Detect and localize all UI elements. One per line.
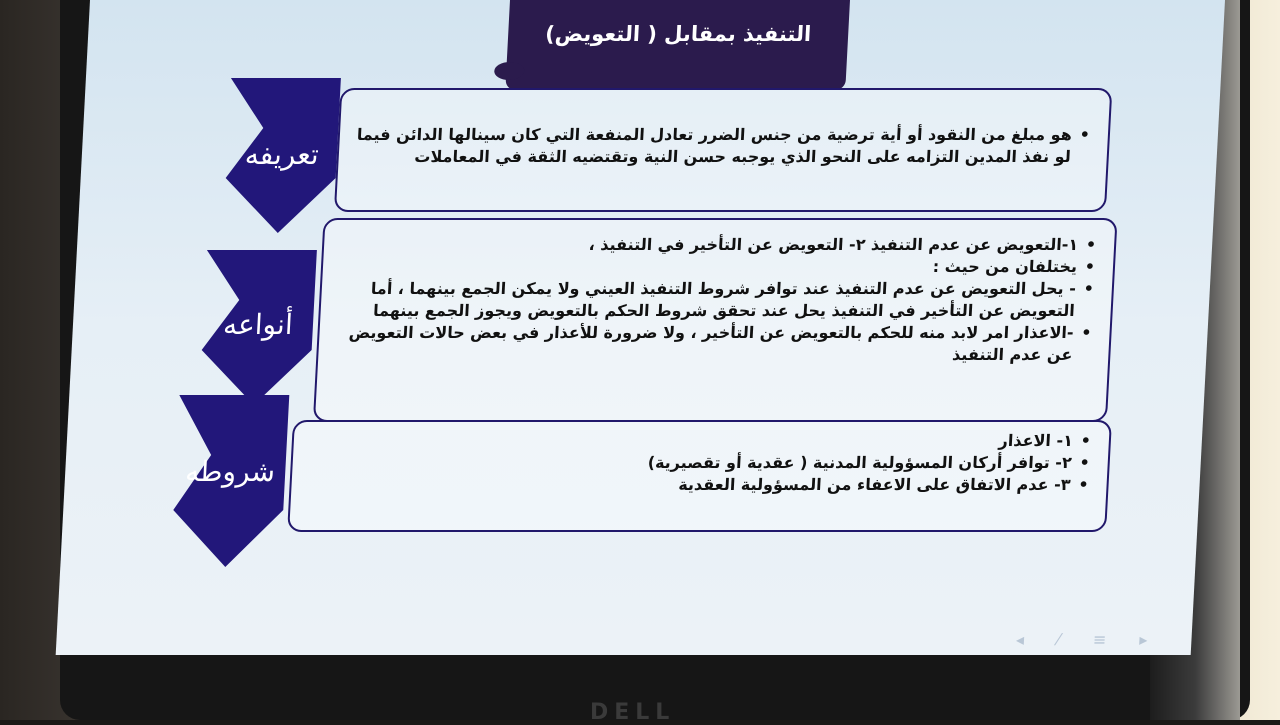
chevron-conditions bbox=[161, 395, 299, 555]
slide-screen bbox=[56, 0, 1225, 655]
chevron-types bbox=[189, 250, 327, 410]
chevron-label-definition: تعريفه bbox=[244, 138, 320, 171]
conditions-item: • ٣- عدم الاتفاق على الاعفاء من المسؤولية العقدية bbox=[301, 474, 1089, 496]
conditions-box bbox=[287, 420, 1112, 532]
chevron-label-conditions: شروطه bbox=[184, 455, 277, 488]
types-item: • -الاعذار امر لابد منه للحكم بالتعويض عن التأخير ، ولا ضرورة للأعذار في بعض حالات التعويض عن عدم التنفيذ bbox=[328, 322, 1092, 366]
slide-title: التنفيذ بمقابل ( التعويض) bbox=[544, 22, 812, 46]
definition-box bbox=[334, 88, 1112, 212]
definition-text: • هو مبلغ من النقود أو أية ترضية من جنس الضرر تعادل المنفعة التي كان سينالها الدائن فيما لو نفذ المدين التزامه على النحو الذي يوجبه حسن النية وتقتضيه الثقة في المعاملات bbox=[348, 124, 1090, 168]
monitor-logo: DELL bbox=[590, 700, 676, 725]
slide-nav-icons[interactable]: ◂ ⁄ ≡ ▸ bbox=[1015, 630, 1162, 649]
conditions-item: • ١- الاعذار bbox=[303, 430, 1091, 452]
types-item: • ١-التعويض عن عدم التنفيذ ٢- التعويض عن التأخير في التنفيذ ، bbox=[334, 234, 1097, 256]
slide-title-banner bbox=[505, 0, 850, 90]
conditions-item: • ٢- توافر أركان المسؤولية المدنية ( عقدية أو تقصيرية) bbox=[302, 452, 1090, 474]
chevron-definition bbox=[213, 78, 351, 238]
types-item: • يختلفان من حيث : bbox=[332, 256, 1095, 278]
chevron-label-types: أنواعه bbox=[222, 308, 294, 341]
types-box bbox=[313, 218, 1118, 422]
types-item: • - يحل التعويض عن عدم التنفيذ عند توافر شروط التنفيذ العيني ولا يمكن الجمع بينهما ، أما التعويض عن التأخير في التنفيذ يحل عند تحقق شروط الحكم بالتعويض ويجوز الجمع بينهما bbox=[330, 278, 1094, 322]
